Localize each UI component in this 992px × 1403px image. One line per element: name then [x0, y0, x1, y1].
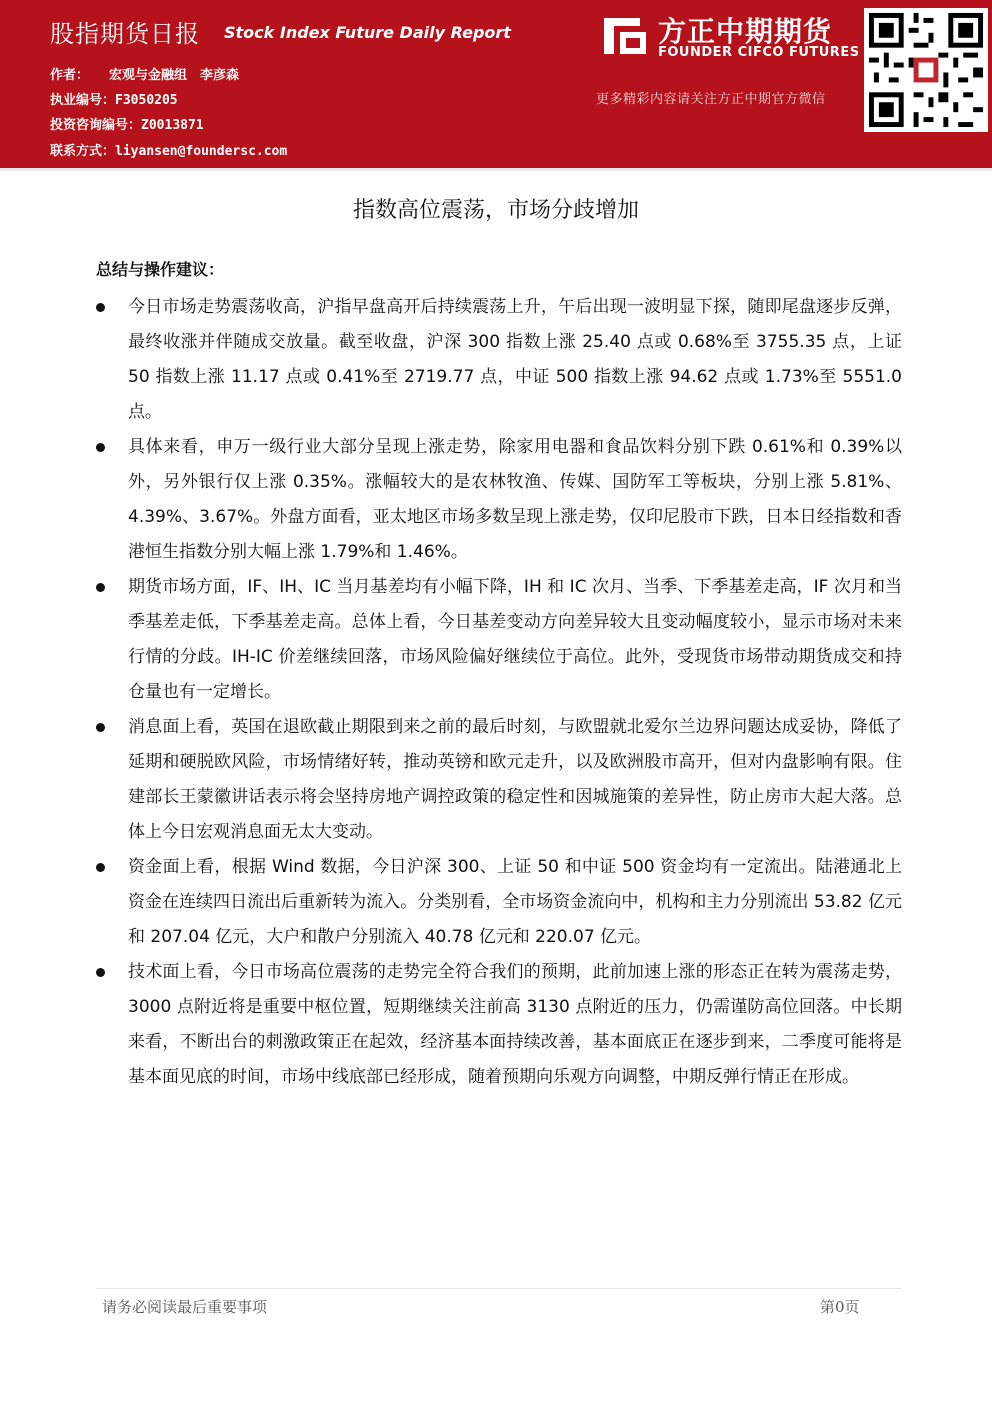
bullet-dot-icon	[96, 723, 105, 732]
bullet-dot-icon	[96, 968, 105, 977]
contact-label: 联系方式：	[50, 144, 116, 159]
bullet-text: 消息面上看，英国在退欧截止期限到来之前的最后时刻，与欧盟就北爱尔兰边界问题达成妥协，降低了延期和硬脱欧风险，市场情绪好转，推动英镑和欧元走升，以及欧洲股市高开，但对内盘影响有限。住建部长王蒙徽讲话表示将会坚持房地产调控政策的稳定性和因城施策的差异性，防止房市大起大落。总体上今日宏观消息面无太大变动。	[128, 717, 902, 842]
bullet-news	[96, 710, 902, 850]
bullet-dot-icon	[96, 443, 105, 452]
contact-value[interactable]: liyansen@foundersc.com	[115, 144, 288, 159]
bullet-text: 具体来看，申万一级行业大部分呈现上涨走势，除家用电器和食品饮料分别下跌 0.61%和 0.39%以外，另外银行仅上涨 0.35%。涨幅较大的是农林牧渔、传媒、国防军工等板块，分别上涨 5.81%、4.39%、3.67%。外盘方面看，亚太地区市场多数呈现上涨走势，仅印尼股市下跌，日本日经指数和香港恒生指数分别大幅上涨 1.79%和 1.46%。	[128, 437, 902, 562]
license-label: 执业编号：	[50, 93, 116, 108]
contact-line	[50, 140, 287, 159]
bullet-futures-basis	[96, 570, 902, 710]
footer-divider	[96, 1288, 902, 1289]
bullet-text: 资金面上看，根据 Wind 数据，今日沪深 300、上证 50 和中证 500 资金均有一定流出。陆港通北上资金在连续四日流出后重新转为流入。分类别看，全市场资金流向中，机构和主力分别流出 53.82 亿元和 207.04 亿元，大户和散户分别流入 40.78 亿元和 220.07 亿元。	[128, 857, 902, 947]
founder-logo-icon	[600, 14, 650, 58]
report-header	[0, 0, 992, 168]
logo-text-cn: 方正中期期货	[658, 15, 833, 48]
consult-line	[50, 114, 204, 133]
author-label: 作者：	[50, 68, 90, 83]
bullet-dot-icon	[96, 303, 105, 312]
page-title: 指数高位震荡，市场分歧增加	[352, 198, 639, 223]
footer-notice: 请务必阅读最后重要事项	[102, 1298, 268, 1316]
report-title-en: Stock Index Future Daily Report	[224, 23, 511, 42]
bullet-sector-performance	[96, 430, 902, 570]
author-line	[50, 64, 239, 83]
follow-wechat-text: 更多精彩内容请关注方正中期官方微信	[596, 92, 826, 107]
bullet-technical	[96, 955, 902, 1095]
consult-value: Z0013871	[141, 118, 204, 133]
bullet-text: 技术面上看，今日市场高位震荡的走势完全符合我们的预期，此前加速上涨的形态正在转为震荡走势，3000 点附近将是重要中枢位置，短期继续关注前高 3130 点附近的压力，仍需谨防高位回落。中长期来看，不断出台的刺激政策正在起效，经济基本面持续改善，基本面底正在逐步到来，二季度可能将是基本面见底的时间，市场中线底部已经形成，随着预期向乐观方向调整，中期反弹行情正在形成。	[128, 962, 902, 1087]
report-title-cn: 股指期货日报	[50, 20, 200, 48]
consult-label: 投资咨询编号：	[50, 118, 142, 133]
author-value: 宏观与金融组 李彦森	[109, 68, 240, 83]
bullet-dot-icon	[96, 583, 105, 592]
header-divider	[0, 168, 992, 171]
license-value: F3050205	[115, 93, 178, 108]
qr-code-icon[interactable]	[864, 8, 988, 132]
page-number: 第0页	[820, 1298, 860, 1316]
bullet-text: 期货市场方面，IF、IH、IC 当月基差均有小幅下降，IH 和 IC 次月、当季、下季基差走高，IF 次月和当季基差走低，下季基差走高。总体上看，今日基差变动方向差异较大且变动幅度较小，显示市场对未来行情的分歧。IH-IC 价差继续回落，市场风险偏好继续位于高位。此外，受现货市场带动期货成交和持仓量也有一定增长。	[128, 577, 902, 702]
bullet-capital-flow	[96, 850, 902, 955]
bullet-dot-icon	[96, 863, 105, 872]
summary-bullet-list	[96, 290, 902, 1095]
bullet-text: 今日市场走势震荡收高，沪指早盘高开后持续震荡上升，午后出现一波明显下探，随即尾盘逐步反弹，最终收涨并伴随成交放量。截至收盘，沪深 300 指数上涨 25.40 点或 0.68%至 3755.35 点，上证 50 指数上涨 11.17 点或 0.41%至 2719.77 点，中证 500 指数上涨 94.62 点或 1.73%至 5551.0 点。	[128, 297, 902, 422]
bullet-market-overview	[96, 290, 902, 430]
logo-text-en: FOUNDER CIFCO FUTURES	[658, 45, 860, 60]
license-line	[50, 89, 178, 108]
section-heading: 总结与操作建议：	[96, 260, 225, 279]
